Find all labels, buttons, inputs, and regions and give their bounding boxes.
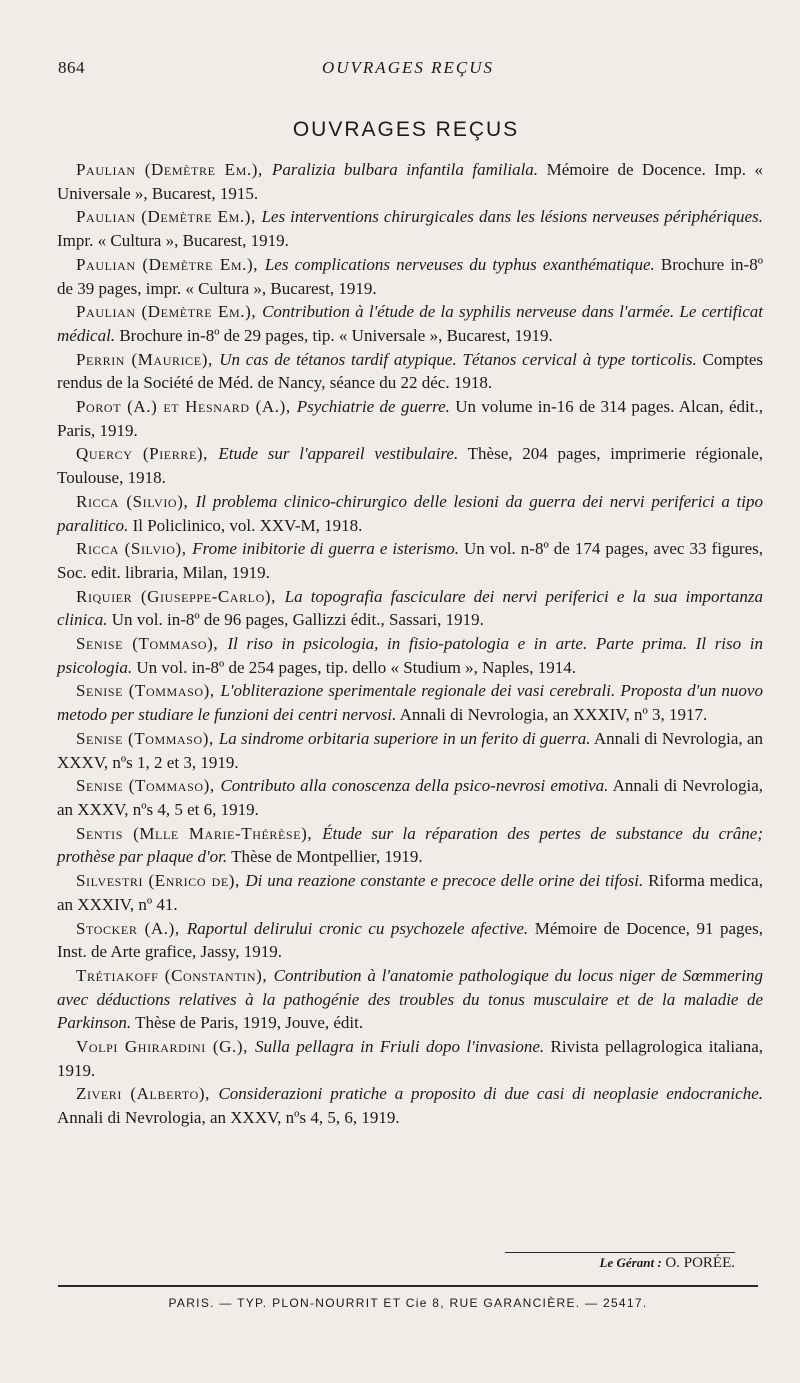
bibliography-entry — [57, 537, 763, 584]
entry-author: Paulian (Demètre Em.), — [76, 254, 265, 274]
entry-details: Impr. « Cultura », Bucarest, 1919. — [57, 231, 289, 251]
entry-title: Il problema clinico-chirurgico delle lesioni da guerra dei nervi periferici a tipo paralitico. — [57, 491, 763, 535]
page-number: 864 — [58, 58, 85, 77]
bibliography-entry — [57, 300, 763, 347]
entry-title: Les interventions chirurgicales dans les lésions nerveuses périphériques. — [261, 207, 763, 227]
bibliography-entry — [57, 869, 763, 916]
entry-details: Annali di Nevrologia, an XXXV, nºs 1, 2 et 3, 1919. — [57, 728, 763, 772]
entry-details: Un vol. n-8º de 174 pages, avec 33 figures, Soc. edit. libraria, Milan, 1919. — [57, 539, 763, 582]
entry-details: Thèse, 204 pages, imprimerie régionale, Toulouse, 1918. — [57, 444, 763, 488]
entry-title: Sulla pellagra in Friuli dopo l'invasione. — [254, 1037, 545, 1057]
bibliography-entry — [57, 632, 763, 679]
entry-title: L'obliterazione sperimentale regionale dei vasi cerebrali. Proposta d'un nuovo metodo per studiare le funzioni dei centri nervosi. — [57, 681, 763, 725]
entry-details: Rivista pellagrologica italiana, 1919. — [57, 1037, 764, 1080]
page-title: OUVRAGES REÇUS — [292, 118, 520, 141]
entry-title: Contribution à l'anatomie pathologique du locus niger de Sœmmering avec déductions relatives à la pathogénie des troubles du tonus musculaire et de la maladie de Parkinson. — [57, 965, 763, 1033]
entry-details: Brochure in-8º de 29 pages, tip. « Universale », Bucarest, 1919. — [115, 325, 553, 345]
entry-author: Paulian (Demètre Em.), — [76, 160, 273, 179]
entry-title: Contribution à l'étude de la syphilis nerveuse dans l'armée. Le certificat médical. — [57, 302, 763, 345]
entry-title: Les complications nerveuses du typhus exanthématique. — [264, 254, 655, 274]
entry-author: Paulian (Demètre Em.), — [76, 302, 263, 322]
footer-rule — [58, 1285, 758, 1287]
bibliography-entry — [57, 1035, 763, 1082]
bibliography-entry — [57, 964, 763, 1035]
bibliography-entry — [57, 490, 763, 537]
bibliography-entry — [57, 158, 763, 205]
entry-title: Contributo alla conoscenza della psico-nevrosi emotiva. — [220, 776, 609, 796]
bibliography-entry — [57, 585, 763, 632]
entry-details: Mémoire de Docence, 91 pages, Inst. de Arte grafice, Jassy, 1919. — [57, 918, 763, 962]
entry-title: La sindrome orbitaria superiore in un ferito di guerra. — [218, 728, 591, 748]
entry-details: Un vol. in-8º de 96 pages, Gallizzi édit., Sassari, 1919. — [107, 610, 484, 630]
bibliography-entry — [57, 1082, 763, 1129]
entry-author: Perrin (Maurice), — [76, 349, 220, 369]
page-header — [58, 58, 758, 84]
entry-author: Volpi Ghirardini (G.), — [76, 1037, 255, 1057]
bibliography-entry — [57, 727, 763, 774]
entry-details: Annali di Nevrologia, an XXXV, nºs 4, 5 et 6, 1919. — [57, 776, 763, 819]
entry-author: Ziveri (Alberto), — [76, 1084, 219, 1104]
entry-title: Un cas de tétanos tardif atypique. Tétanos cervical à type torticolis. — [219, 349, 697, 369]
entry-author: Silvestri (Enrico de), — [76, 871, 246, 891]
entry-author: Ricca (Silvio), — [76, 491, 196, 511]
entry-author: Riquier (Giuseppe-Carlo), — [76, 586, 285, 606]
printer-imprint: PARIS. — TYP. PLON-NOURRIT ET Cie 8, RUE GARANCIÈRE. — 25417. — [168, 1296, 648, 1310]
entry-details: Riforma medica, an XXXIV, nº 41. — [57, 871, 763, 914]
entry-title: Di una reazione constante e precoce delle orine dei tifosi. — [245, 871, 644, 891]
bibliography-entry — [57, 348, 763, 395]
entry-author: Senise (Tommaso), — [76, 728, 219, 748]
entry-title: Considerazioni pratiche a proposito di due casi di neoplasie endocraniche. — [218, 1084, 763, 1104]
entry-details: Brochure in-8º de 39 pages, impr. « Cultura », Bucarest, 1919. — [57, 254, 763, 298]
entry-author: Sentis (Mlle Marie-Thérèse), — [76, 823, 323, 843]
entry-title: Frome inibitorie di guerra e isterismo. — [192, 539, 459, 559]
entry-title: Étude sur la réparation des pertes de substance du crâne; prothèse par plaque d'or. — [57, 823, 763, 867]
entry-details: Mémoire de Docence. Imp. « Universale », Bucarest, 1915. — [57, 160, 763, 203]
entry-details: Un vol. in-8º de 254 pages, tip. dello « Studium », Naples, 1914. — [132, 657, 577, 677]
entry-details: Thèse de Paris, 1919, Jouve, édit. — [131, 1013, 364, 1033]
entry-author: Stocker (A.), — [76, 918, 187, 938]
signature — [505, 1252, 735, 1272]
entry-author: Ricca (Silvio), — [76, 539, 193, 559]
running-head: OUVRAGES REÇUS — [321, 58, 494, 77]
entry-title: Etude sur l'appareil vestibulaire. — [218, 444, 459, 464]
signature-name: O. PORÉE. — [661, 1255, 735, 1271]
entry-author: Paulian (Demètre Em.), — [76, 207, 262, 227]
entry-details: Un volume in-16 de 314 pages. Alcan, édit., Paris, 1919. — [57, 397, 763, 440]
bibliography-entry — [57, 253, 763, 300]
entry-author: Senise (Tommaso), — [76, 681, 221, 701]
entry-author: Senise (Tommaso), — [76, 776, 221, 796]
entry-title: La topografia fasciculare dei nervi periferici e la sua importanza clinica. — [57, 586, 763, 630]
entry-details: Comptes rendus de la Société de Méd. de Nancy, séance du 22 déc. 1918. — [57, 349, 763, 393]
bibliography-entry — [57, 442, 763, 489]
entry-author: Porot (A.) et Hesnard (A.), — [76, 397, 297, 417]
entry-title: Psychiatrie de guerre. — [296, 397, 450, 417]
entry-title: Raportul delirului cronic cu psychozele afective. — [186, 918, 529, 938]
bibliography-entry — [57, 822, 763, 869]
entry-author: Senise (Tommaso), — [76, 634, 228, 654]
entries-list — [57, 158, 763, 1130]
entry-title: Il riso in psicologia, in fisio-patologia e in arte. Parte prima. Il riso in psicologia. — [57, 634, 763, 677]
bibliography-entry — [57, 679, 763, 726]
entry-details: Annali di Nevrologia, an XXXIV, nº 3, 1917. — [396, 705, 708, 725]
bibliography-entry — [57, 205, 763, 252]
bibliography-entry — [57, 774, 763, 821]
bibliography-entry — [57, 917, 763, 964]
entry-details: Annali di Nevrologia, an XXXV, nºs 4, 5, 6, 1919. — [57, 1108, 400, 1128]
entry-details: Thèse de Montpellier, 1919. — [227, 847, 423, 867]
entry-title: Paralizia bulbara infantila familiala. — [272, 160, 539, 179]
bibliography-entry — [57, 395, 763, 442]
entry-author: Quercy (Pierre), — [76, 444, 219, 464]
entry-details: Il Policlinico, vol. XXV-M, 1918. — [128, 515, 363, 535]
signature-label: Le Gérant : — [599, 1255, 662, 1270]
entry-author: Trétiakoff (Constantin), — [76, 965, 274, 985]
